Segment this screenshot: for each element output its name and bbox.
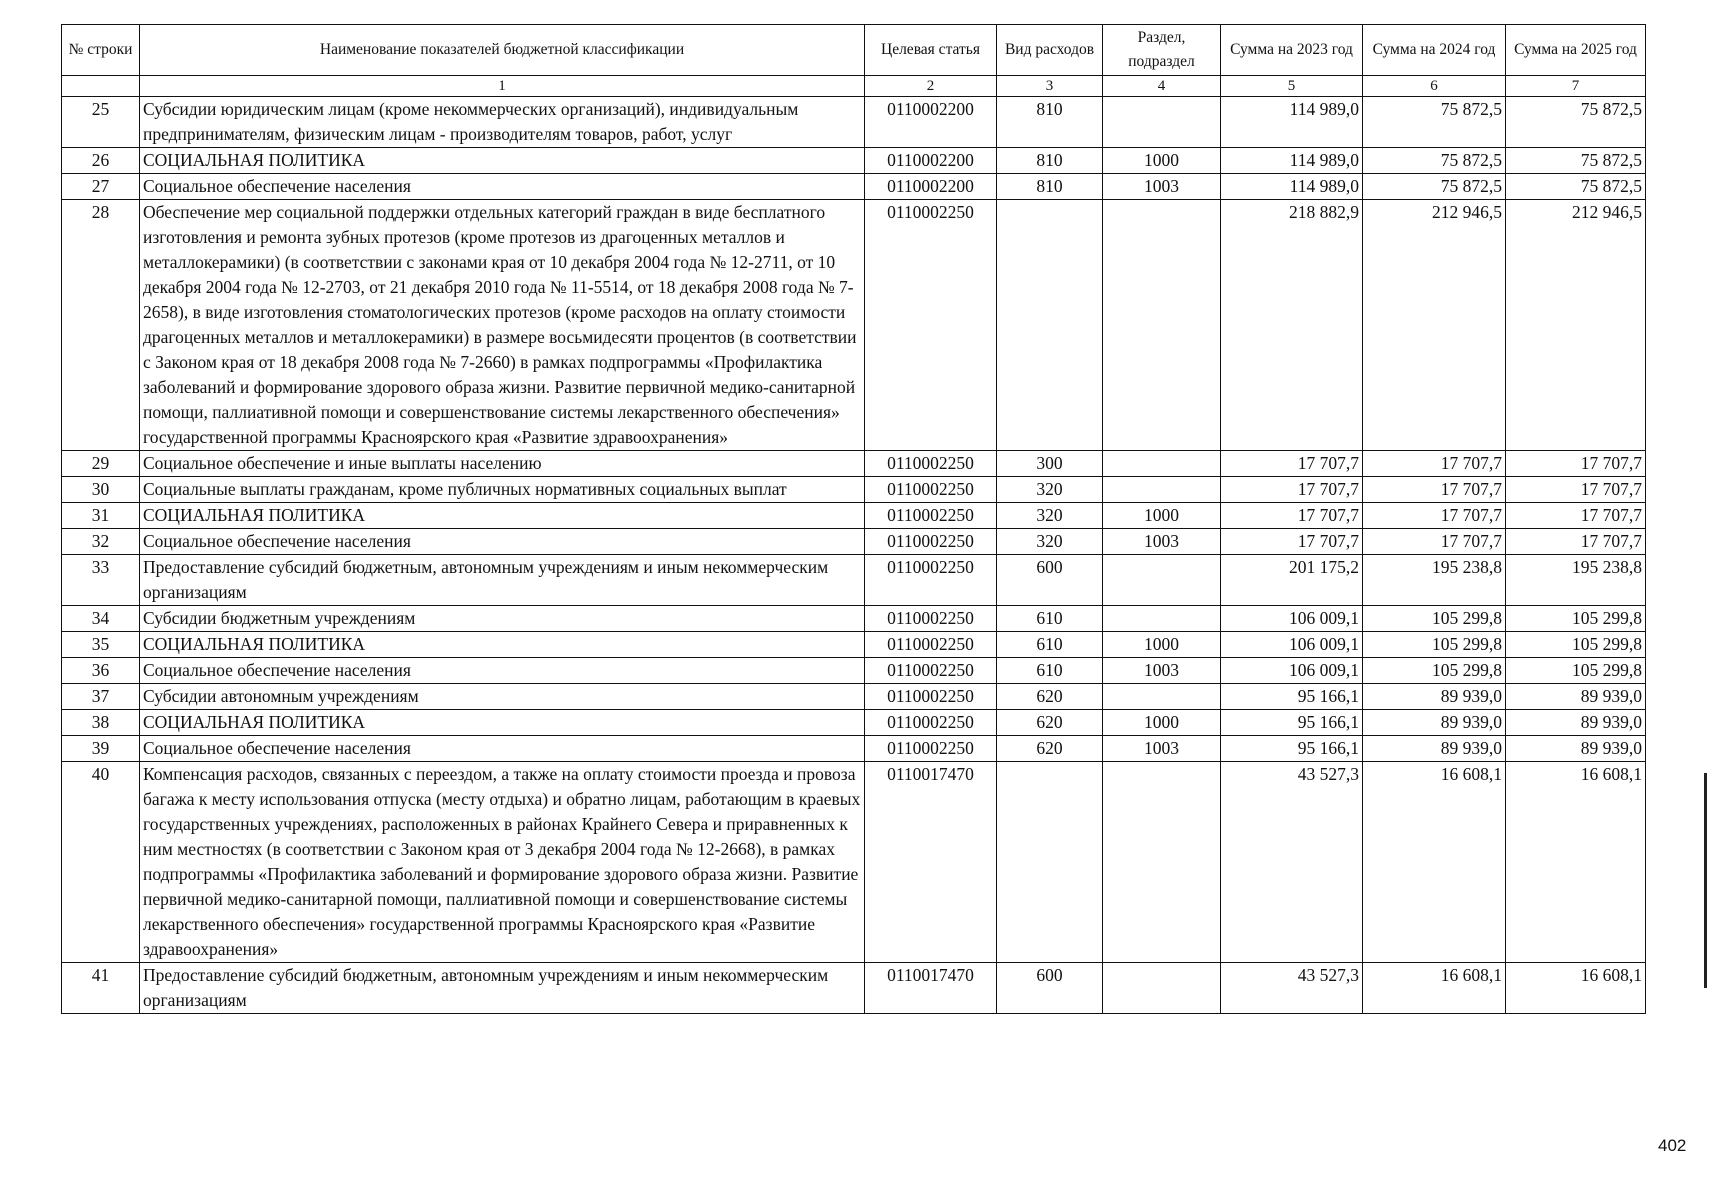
column-number: 7 <box>1506 76 1646 97</box>
column-number-row <box>62 76 1646 97</box>
expense-kind-cell: 300 <box>997 451 1103 477</box>
section-cell: 1000 <box>1103 148 1221 174</box>
sum-2023-cell: 17 707,7 <box>1221 503 1363 529</box>
row-number-cell: 39 <box>62 736 140 762</box>
table-row <box>62 658 1646 684</box>
target-article-cell: 0110002250 <box>865 684 997 710</box>
sum-2025-cell: 75 872,5 <box>1506 174 1646 200</box>
sum-2025-cell: 89 939,0 <box>1506 684 1646 710</box>
indicator-name-cell: Субсидии автономным учреждениям <box>140 684 865 710</box>
header-expense-kind: Вид расходов <box>997 25 1103 76</box>
sum-2024-cell: 212 946,5 <box>1363 200 1506 451</box>
target-article-cell: 0110002250 <box>865 606 997 632</box>
sum-2025-cell: 105 299,8 <box>1506 632 1646 658</box>
sum-2024-cell: 16 608,1 <box>1363 762 1506 963</box>
section-cell <box>1103 963 1221 1014</box>
indicator-name-cell: СОЦИАЛЬНАЯ ПОЛИТИКА <box>140 710 865 736</box>
header-section: Раздел, подраздел <box>1103 25 1221 76</box>
section-cell: 1000 <box>1103 632 1221 658</box>
section-cell <box>1103 97 1221 148</box>
sum-2025-cell: 195 238,8 <box>1506 555 1646 606</box>
sum-2024-cell: 17 707,7 <box>1363 529 1506 555</box>
sum-2024-cell: 17 707,7 <box>1363 451 1506 477</box>
indicator-name-cell: Социальное обеспечение населения <box>140 658 865 684</box>
sum-2023-cell: 95 166,1 <box>1221 710 1363 736</box>
target-article-cell: 0110002250 <box>865 658 997 684</box>
indicator-name-cell: СОЦИАЛЬНАЯ ПОЛИТИКА <box>140 632 865 658</box>
sum-2025-cell: 212 946,5 <box>1506 200 1646 451</box>
sum-2023-cell: 17 707,7 <box>1221 451 1363 477</box>
target-article-cell: 0110002250 <box>865 736 997 762</box>
row-number-cell: 35 <box>62 632 140 658</box>
section-cell <box>1103 477 1221 503</box>
table-body <box>62 97 1646 1014</box>
sum-2024-cell: 89 939,0 <box>1363 736 1506 762</box>
table-row <box>62 555 1646 606</box>
target-article-cell: 0110002250 <box>865 451 997 477</box>
header-sum-2025: Сумма на 2025 год <box>1506 25 1646 76</box>
expense-kind-cell: 620 <box>997 684 1103 710</box>
expense-kind-cell: 810 <box>997 174 1103 200</box>
indicator-name-cell: СОЦИАЛЬНАЯ ПОЛИТИКА <box>140 503 865 529</box>
column-number: 2 <box>865 76 997 97</box>
header-row-number: № строки <box>62 25 140 76</box>
section-cell <box>1103 451 1221 477</box>
expense-kind-cell: 810 <box>997 97 1103 148</box>
table-row <box>62 503 1646 529</box>
sum-2024-cell: 75 872,5 <box>1363 148 1506 174</box>
table-row <box>62 148 1646 174</box>
table-row <box>62 200 1646 451</box>
table-row <box>62 963 1646 1014</box>
table-row <box>62 762 1646 963</box>
indicator-name-cell: Предоставление субсидий бюджетным, автономным учреждениям и иным некоммерческим организациям <box>140 963 865 1014</box>
table-row <box>62 710 1646 736</box>
row-number-cell: 40 <box>62 762 140 963</box>
section-cell: 1003 <box>1103 658 1221 684</box>
budget-table <box>61 24 1646 1014</box>
target-article-cell: 0110002250 <box>865 529 997 555</box>
sum-2024-cell: 16 608,1 <box>1363 963 1506 1014</box>
sum-2023-cell: 106 009,1 <box>1221 658 1363 684</box>
expense-kind-cell: 320 <box>997 477 1103 503</box>
target-article-cell: 0110017470 <box>865 963 997 1014</box>
target-article-cell: 0110002200 <box>865 174 997 200</box>
sum-2025-cell: 17 707,7 <box>1506 503 1646 529</box>
expense-kind-cell: 600 <box>997 963 1103 1014</box>
indicator-name-cell: Субсидии юридическим лицам (кроме некоммерческих организаций), индивидуальным предпринимателям, физическим лицам - производителям товаров, работ, услуг <box>140 97 865 148</box>
target-article-cell: 0110002200 <box>865 97 997 148</box>
target-article-cell: 0110002200 <box>865 148 997 174</box>
sum-2023-cell: 218 882,9 <box>1221 200 1363 451</box>
sum-2024-cell: 105 299,8 <box>1363 606 1506 632</box>
row-number-cell: 33 <box>62 555 140 606</box>
scan-binding-edge <box>1704 773 1707 988</box>
table-row <box>62 606 1646 632</box>
sum-2023-cell: 17 707,7 <box>1221 529 1363 555</box>
indicator-name-cell: Социальное обеспечение и иные выплаты населению <box>140 451 865 477</box>
column-number <box>62 76 140 97</box>
sum-2023-cell: 114 989,0 <box>1221 97 1363 148</box>
row-number-cell: 36 <box>62 658 140 684</box>
sum-2023-cell: 114 989,0 <box>1221 174 1363 200</box>
sum-2024-cell: 89 939,0 <box>1363 710 1506 736</box>
header-sum-2024: Сумма на 2024 год <box>1363 25 1506 76</box>
sum-2025-cell: 89 939,0 <box>1506 710 1646 736</box>
target-article-cell: 0110002250 <box>865 503 997 529</box>
sum-2025-cell: 17 707,7 <box>1506 477 1646 503</box>
column-number: 3 <box>997 76 1103 97</box>
row-number-cell: 41 <box>62 963 140 1014</box>
row-number-cell: 28 <box>62 200 140 451</box>
expense-kind-cell: 610 <box>997 658 1103 684</box>
sum-2025-cell: 75 872,5 <box>1506 148 1646 174</box>
expense-kind-cell: 600 <box>997 555 1103 606</box>
sum-2024-cell: 17 707,7 <box>1363 503 1506 529</box>
table-row <box>62 97 1646 148</box>
row-number-cell: 30 <box>62 477 140 503</box>
table-row <box>62 736 1646 762</box>
indicator-name-cell: Социальное обеспечение населения <box>140 736 865 762</box>
table-row <box>62 684 1646 710</box>
table-row <box>62 174 1646 200</box>
sum-2024-cell: 105 299,8 <box>1363 632 1506 658</box>
sum-2025-cell: 16 608,1 <box>1506 963 1646 1014</box>
sum-2025-cell: 17 707,7 <box>1506 451 1646 477</box>
header-indicator-name: Наименование показателей бюджетной классификации <box>140 25 865 76</box>
table-row <box>62 632 1646 658</box>
sum-2023-cell: 95 166,1 <box>1221 736 1363 762</box>
row-number-cell: 27 <box>62 174 140 200</box>
expense-kind-cell: 610 <box>997 606 1103 632</box>
section-cell <box>1103 762 1221 963</box>
sum-2025-cell: 105 299,8 <box>1506 606 1646 632</box>
row-number-cell: 29 <box>62 451 140 477</box>
table-row <box>62 477 1646 503</box>
section-cell <box>1103 606 1221 632</box>
section-cell <box>1103 200 1221 451</box>
indicator-name-cell: Социальное обеспечение населения <box>140 529 865 555</box>
header-target-article: Целевая статья <box>865 25 997 76</box>
row-number-cell: 31 <box>62 503 140 529</box>
sum-2023-cell: 106 009,1 <box>1221 632 1363 658</box>
target-article-cell: 0110017470 <box>865 762 997 963</box>
section-cell: 1000 <box>1103 503 1221 529</box>
sum-2023-cell: 43 527,3 <box>1221 963 1363 1014</box>
section-cell: 1003 <box>1103 736 1221 762</box>
header-sum-2023: Сумма на 2023 год <box>1221 25 1363 76</box>
row-number-cell: 32 <box>62 529 140 555</box>
row-number-cell: 37 <box>62 684 140 710</box>
sum-2023-cell: 201 175,2 <box>1221 555 1363 606</box>
section-cell: 1003 <box>1103 174 1221 200</box>
indicator-name-cell: Социальное обеспечение населения <box>140 174 865 200</box>
indicator-name-cell: Субсидии бюджетным учреждениям <box>140 606 865 632</box>
row-number-cell: 25 <box>62 97 140 148</box>
page-number: 402 <box>1658 1136 1687 1155</box>
indicator-name-cell: Обеспечение мер социальной поддержки отдельных категорий граждан в виде бесплатного изготовления и ремонта зубных протезов (кроме протезов из драгоценных металлов и металлокерамики) (в соответствии с законами края от 10 декабря 2004 года № 12-2711, от 10 декабря 2004 года № 12-2703, от 21 декабря 2010 года № 11-5514, от 18 декабря 2008 года № 7-2658), в виде изготовления стоматологических протезов (кроме расходов на оплату стоимости драгоценных металлов и металлокерамики) в размере восьмидесяти процентов (в соответствии с Законом края от 18 декабря 2008 года № 7-2660) в рамках подпрограммы «Профилактика заболеваний и формирование здорового образа жизни. Развитие первичной медико-санитарной помощи, паллиативной помощи и совершенствование системы лекарственного обеспечения» государственной программы Красноярского края «Развитие здравоохранения» <box>140 200 865 451</box>
expense-kind-cell: 320 <box>997 529 1103 555</box>
row-number-cell: 38 <box>62 710 140 736</box>
expense-kind-cell <box>997 200 1103 451</box>
indicator-name-cell: Предоставление субсидий бюджетным, автономным учреждениям и иным некоммерческим организациям <box>140 555 865 606</box>
column-number: 6 <box>1363 76 1506 97</box>
sum-2025-cell: 16 608,1 <box>1506 762 1646 963</box>
section-cell <box>1103 555 1221 606</box>
section-cell: 1003 <box>1103 529 1221 555</box>
expense-kind-cell: 610 <box>997 632 1103 658</box>
sum-2023-cell: 17 707,7 <box>1221 477 1363 503</box>
target-article-cell: 0110002250 <box>865 632 997 658</box>
column-number: 1 <box>140 76 865 97</box>
indicator-name-cell: СОЦИАЛЬНАЯ ПОЛИТИКА <box>140 148 865 174</box>
target-article-cell: 0110002250 <box>865 710 997 736</box>
table-row <box>62 529 1646 555</box>
expense-kind-cell <box>997 762 1103 963</box>
budget-table-page <box>61 24 1645 1014</box>
indicator-name-cell: Социальные выплаты гражданам, кроме публичных нормативных социальных выплат <box>140 477 865 503</box>
sum-2024-cell: 105 299,8 <box>1363 658 1506 684</box>
sum-2023-cell: 95 166,1 <box>1221 684 1363 710</box>
table-row <box>62 451 1646 477</box>
column-number: 4 <box>1103 76 1221 97</box>
expense-kind-cell: 620 <box>997 736 1103 762</box>
sum-2024-cell: 75 872,5 <box>1363 174 1506 200</box>
sum-2024-cell: 89 939,0 <box>1363 684 1506 710</box>
sum-2024-cell: 17 707,7 <box>1363 477 1506 503</box>
section-cell: 1000 <box>1103 710 1221 736</box>
row-number-cell: 34 <box>62 606 140 632</box>
row-number-cell: 26 <box>62 148 140 174</box>
column-number: 5 <box>1221 76 1363 97</box>
sum-2025-cell: 89 939,0 <box>1506 736 1646 762</box>
sum-2025-cell: 17 707,7 <box>1506 529 1646 555</box>
expense-kind-cell: 620 <box>997 710 1103 736</box>
header-row <box>62 25 1646 76</box>
sum-2024-cell: 75 872,5 <box>1363 97 1506 148</box>
sum-2023-cell: 43 527,3 <box>1221 762 1363 963</box>
target-article-cell: 0110002250 <box>865 555 997 606</box>
target-article-cell: 0110002250 <box>865 477 997 503</box>
indicator-name-cell: Компенсация расходов, связанных с переездом, а также на оплату стоимости проезда и провоза багажа к месту использования отпуска (месту отдыха) и обратно лицам, работающим в краевых государственных учреждениях, расположенных в районах Крайнего Севера и приравненных к ним местностях (в соответствии с Законом края от 3 декабря 2004 года № 12-2668), в рамках подпрограммы «Профилактика заболеваний и формирование здорового образа жизни. Развитие первичной медико-санитарной помощи, паллиативной помощи и совершенствование системы лекарственного обеспечения» государственной программы Красноярского края «Развитие здравоохранения» <box>140 762 865 963</box>
sum-2023-cell: 106 009,1 <box>1221 606 1363 632</box>
expense-kind-cell: 320 <box>997 503 1103 529</box>
sum-2024-cell: 195 238,8 <box>1363 555 1506 606</box>
expense-kind-cell: 810 <box>997 148 1103 174</box>
target-article-cell: 0110002250 <box>865 200 997 451</box>
sum-2025-cell: 105 299,8 <box>1506 658 1646 684</box>
section-cell <box>1103 684 1221 710</box>
sum-2025-cell: 75 872,5 <box>1506 97 1646 148</box>
sum-2023-cell: 114 989,0 <box>1221 148 1363 174</box>
